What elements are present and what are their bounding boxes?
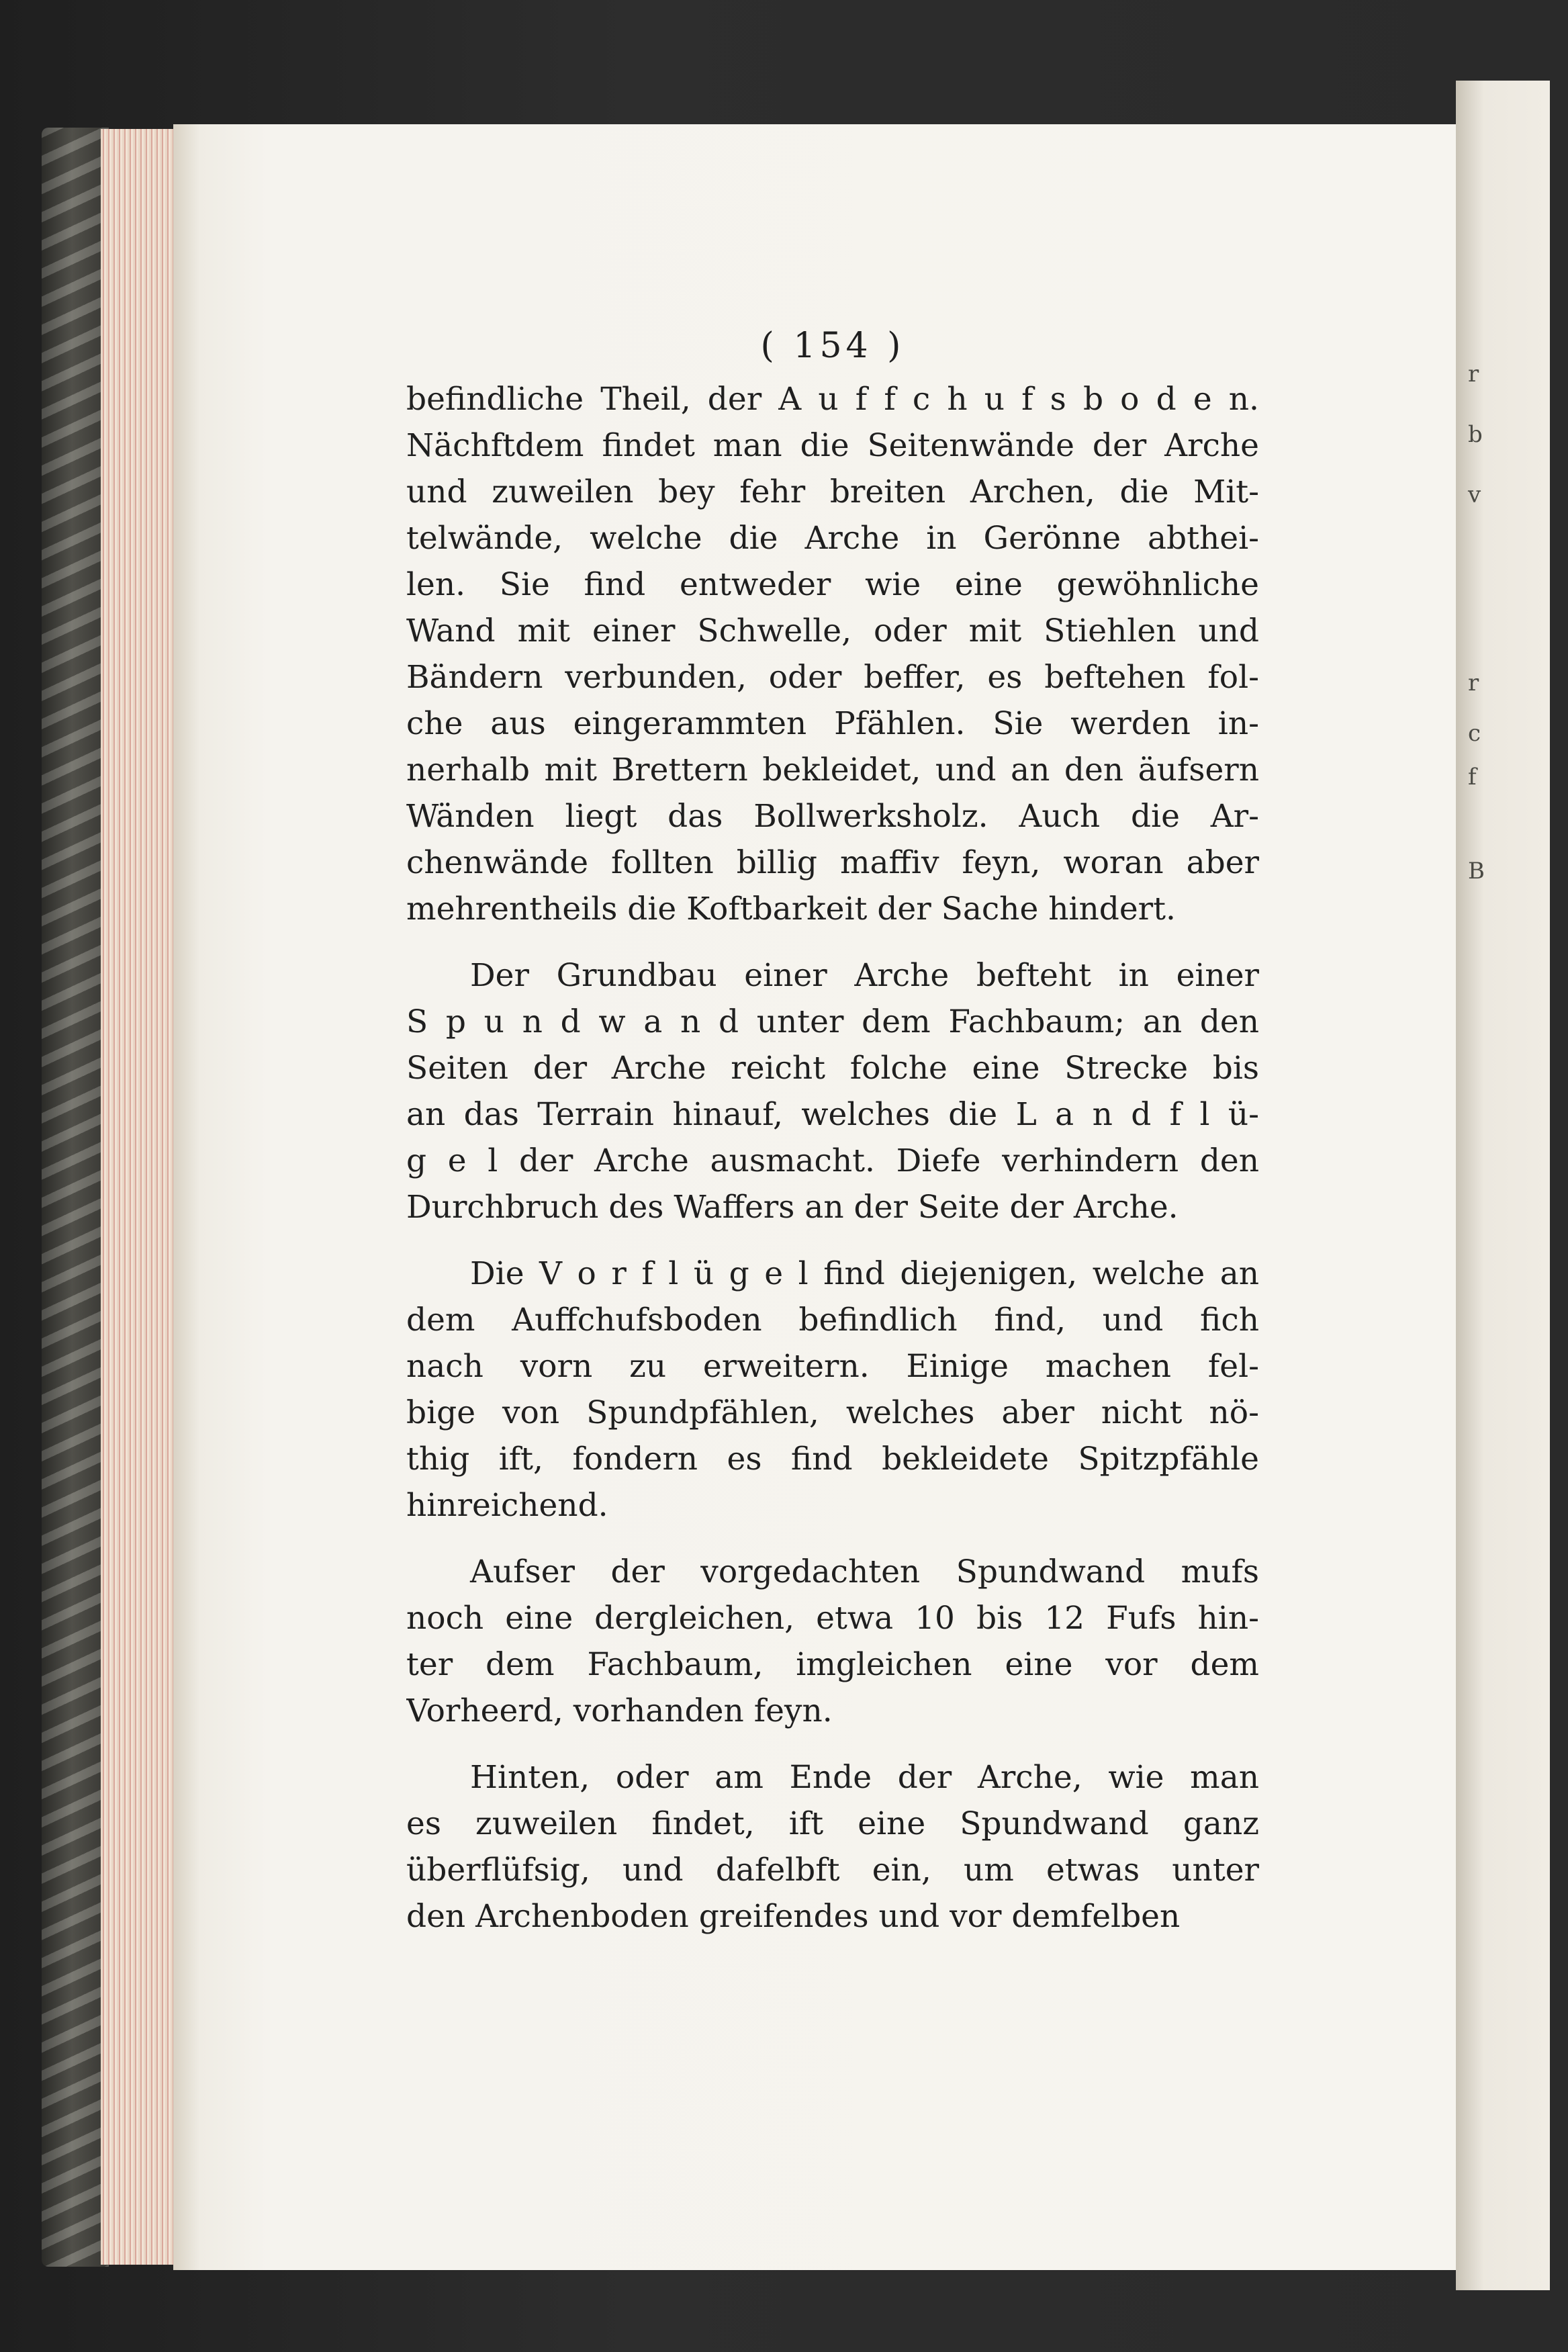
- paragraph-gap: [406, 932, 1259, 952]
- text-line: befindliche Theil, der A u f f c h u f s b o d e n.: [406, 381, 1259, 418]
- text-line: Vorheerd, vorhanden feyn.: [406, 1692, 833, 1729]
- text-line: und zuweilen bey fehr breiten Archen, die Mit-: [406, 473, 1259, 510]
- text-line: nach vorn zu erweitern. Einige machen fel-: [406, 1348, 1259, 1385]
- facing-page-edge: r b v r c f B: [1456, 81, 1550, 2290]
- text-line: S p u n d w a n d unter dem Fachbaum; an den: [406, 1003, 1259, 1040]
- paragraph-gap: [406, 1529, 1259, 1549]
- text-line: Der Grundbau einer Arche befteht in einer: [470, 957, 1259, 994]
- text-line: überflüfsig, und dafelbft ein, um etwas unter: [406, 1852, 1259, 1889]
- text-line: bige von Spundpfählen, welches aber nicht nö-: [406, 1394, 1259, 1431]
- text-line: Wänden liegt das Bollwerksholz. Auch die Ar-: [406, 798, 1259, 835]
- text-line: Wand mit einer Schwelle, oder mit Stiehlen und: [406, 613, 1259, 649]
- text-line: Bändern verbunden, oder beffer, es beftehen fol-: [406, 659, 1259, 696]
- paragraph-gap: [406, 1734, 1259, 1754]
- text-line: den Archenboden greifendes und vor demfelben: [406, 1898, 1181, 1935]
- paragraph: [406, 1549, 1259, 1734]
- text-line: es zuweilen findet, ift eine Spundwand ganz: [406, 1805, 1259, 1842]
- paragraph: [406, 1251, 1259, 1529]
- paragraph-gap: [406, 1230, 1259, 1251]
- text-line: g e l der Arche ausmacht. Diefe verhindern den: [406, 1142, 1259, 1179]
- text-line: Durchbruch des Waffers an der Seite der Arche.: [406, 1189, 1179, 1226]
- paragraph: [406, 952, 1259, 1230]
- text-line: Nächftdem findet man die Seitenwände der Arche: [406, 427, 1259, 464]
- page-edges: [101, 129, 175, 2265]
- text-line: Aufser der vorgedachten Spundwand mufs: [470, 1553, 1259, 1590]
- body-text: [406, 376, 1259, 1940]
- page-number: ( 154 ): [760, 326, 905, 366]
- text-line: che aus eingerammten Pfählen. Sie werden in-: [406, 705, 1259, 742]
- text-line: nerhalb mit Brettern bekleidet, und an den äufsern: [406, 752, 1259, 788]
- text-line: len. Sie find entweder wie eine gewöhnliche: [406, 566, 1259, 603]
- text-line: telwände, welche die Arche in Gerönne abthei-: [406, 520, 1259, 557]
- text-line: chenwände follten billig maffiv feyn, woran aber: [406, 844, 1259, 881]
- paragraph: [406, 376, 1259, 932]
- text-line: Seiten der Arche reicht folche eine Strecke bis: [406, 1050, 1259, 1087]
- text-line: hinreichend.: [406, 1487, 608, 1524]
- text-line: noch eine dergleichen, etwa 10 bis 12 Fufs hin-: [406, 1600, 1259, 1637]
- text-line: Die V o r f l ü g e l find diejenigen, welche an: [470, 1255, 1259, 1292]
- text-line: Hinten, oder am Ende der Arche, wie man: [470, 1759, 1259, 1796]
- text-line: thig ift, fondern es find bekleidete Spitzpfähle: [406, 1441, 1259, 1478]
- text-line: dem Auffchufsboden befindlich find, und fich: [406, 1302, 1259, 1339]
- text-line: an das Terrain hinauf, welches die L a n d f l ü-: [406, 1096, 1259, 1133]
- book-spine: [42, 128, 109, 2267]
- page-text: [406, 316, 1259, 1940]
- paragraph: [406, 1754, 1259, 1940]
- text-line: ter dem Fachbaum, imgleichen eine vor dem: [406, 1646, 1259, 1683]
- text-line: mehrentheils die Koftbarkeit der Sache hindert.: [406, 891, 1176, 928]
